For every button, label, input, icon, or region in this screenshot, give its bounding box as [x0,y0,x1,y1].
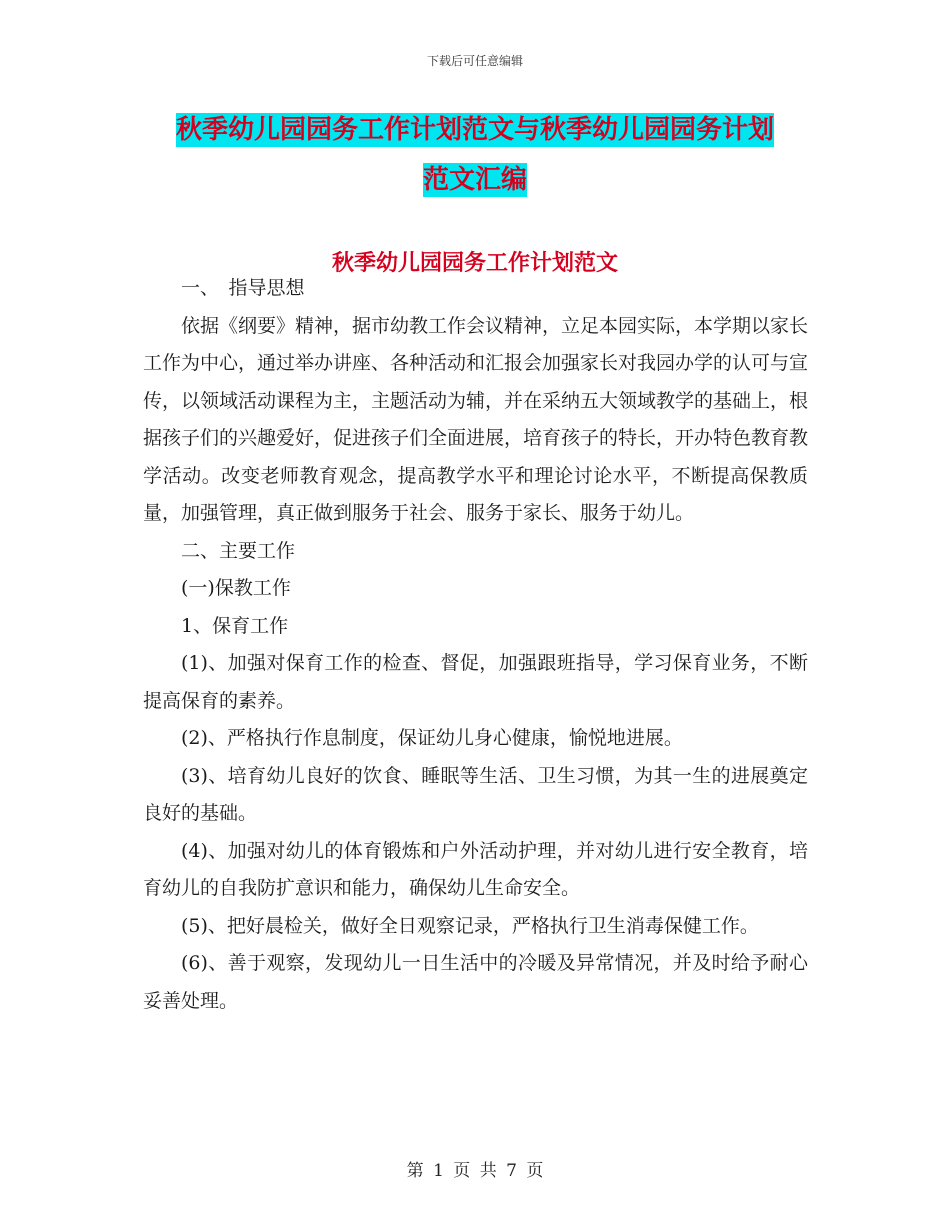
heading-main-work: 二、主要工作 [181,539,296,562]
list-item-4: (4)、加强对幼儿的体育锻炼和户外活动护理，并对幼儿进行安全教育，培育幼儿的自我防扩意识和能力，确保幼儿生命安全。 [143,839,808,899]
list-item-3: (3)、培育幼儿良好的饮食、睡眠等生活、卫生习惯，为其一生的进展奠定良好的基础。 [143,764,808,824]
page-number: 第 1 页 共 7 页 [406,1161,544,1181]
document-title-line1: 秋季幼儿园园务工作计划范文与秋季幼儿园园务计划 [175,115,774,145]
page-header-note: 下载后可任意编辑 [426,54,523,68]
document-body [143,270,808,1020]
document-title [140,105,810,205]
paragraph-guiding-thought: 依据《纲要》精神，据市幼教工作会议精神，立足本园实际，本学期以家长工作为中心，通过举办讲座、各种活动和汇报会加强家长对我园办学的认可与宣传，以领域活动课程为主，主题活动为辅，并在采纳五大领域教学的基础上，根据孩子们的兴趣爱好，促进孩子们全面进展，培育孩子的特长，开办特色教育教学活动。改变老师教育观念，提高教学水平和理论讨论水平，不断提高保教质量，加强管理，真正做到服务于社会、服务于家长、服务于幼儿。 [143,314,809,524]
list-item-6: (6)、善于观察，发现幼儿一日生活中的冷暖及异常情况，并及时给予耐心妥善处理。 [143,952,808,1012]
section-title: 秋季幼儿园园务工作计划范文 [331,250,618,276]
heading-nursing-work: 1、保育工作 [181,614,289,637]
heading-care-education: (一)保教工作 [181,577,291,599]
list-item-1: (1)、加强对保育工作的检查、督促，加强跟班指导，学习保育业务，不断提高保育的素养。 [143,652,808,712]
document-title-line2: 范文汇编 [422,165,527,195]
list-item-2: (2)、严格执行作息制度，保证幼儿身心健康，愉悦地进展。 [181,727,683,749]
heading-guiding-thought: 一、 指导思想 [181,277,305,299]
list-item-5: (5)、把好晨检关，做好全日观察记录，严格执行卫生消毒保健工作。 [181,914,759,937]
